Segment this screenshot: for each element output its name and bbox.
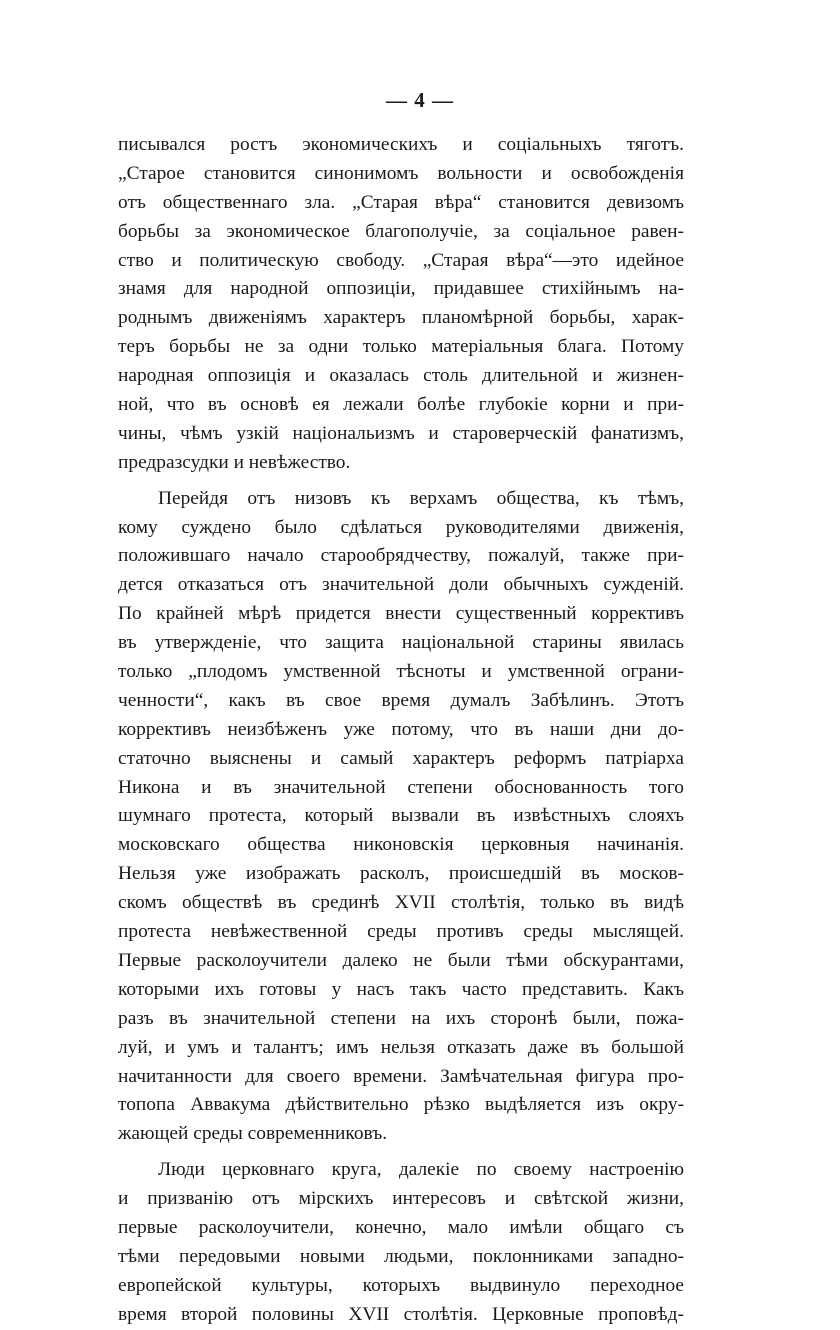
text-line: скомъ обществѣ въ срединѣ XVII столѣтія, только въ видѣ bbox=[118, 892, 684, 914]
text-line: ченности“, какъ въ свое время думалъ Забѣлинъ. Этотъ bbox=[118, 689, 684, 711]
text-line: протеста невѣжественной среды противъ среды мыслящей. bbox=[118, 921, 684, 943]
text-line: чины, чѣмъ узкій національизмъ и староверческій фанатизмъ, bbox=[118, 422, 684, 444]
text-line: дется отказаться отъ значительной доли обычныхъ сужденій. bbox=[118, 574, 684, 596]
text-line: топопа Аввакума дѣйствительно рѣзко выдѣляется изъ окру- bbox=[118, 1094, 684, 1116]
text-line: въ утвержденіе, что защита національной старины явилась bbox=[118, 632, 684, 654]
text-line: ство и политическую свободу. „Старая вѣра“—это идейное bbox=[118, 249, 684, 271]
text-line: жающей среды современниковъ. bbox=[118, 1123, 388, 1145]
page-number: — 4 — bbox=[386, 88, 454, 112]
text-line: Люди церковнаго круга, далекіе по своему настроенію bbox=[158, 1159, 684, 1181]
text-line: кому суждено было сдѣлаться руководителями движенія, bbox=[118, 516, 684, 538]
text-line: первые расколоучители, конечно, мало имѣли общаго съ bbox=[118, 1216, 684, 1238]
text-line: и призванію отъ мірскихъ интересовъ и свѣтской жизни, bbox=[118, 1188, 684, 1210]
text-line: Никона и въ значительной степени обоснованность того bbox=[118, 776, 684, 798]
text-line: луй, и умъ и талантъ; имъ нельзя отказать даже въ большой bbox=[118, 1036, 684, 1058]
text-line: разъ въ значительной степени на ихъ сторонѣ были, пожа- bbox=[118, 1007, 684, 1029]
text-line: коррективъ неизбѣженъ уже потому, что въ наши дни до- bbox=[118, 718, 684, 740]
text-line: По крайней мѣрѣ придется внести существенный коррективъ bbox=[118, 603, 684, 625]
text-line: начитанности для своего времени. Замѣчательная фигура про- bbox=[118, 1065, 684, 1087]
text-line: только „плодомъ умственной тѣсноты и умственной ограни- bbox=[118, 661, 684, 683]
text-line: „Старое становится синонимомъ вольности и освобожденія bbox=[118, 162, 684, 184]
text-line: европейской культуры, которыхъ выдвинуло переходное bbox=[118, 1274, 684, 1296]
text-line: положившаго начало старообрядчеству, пожалуй, также при- bbox=[118, 545, 684, 567]
paragraph bbox=[118, 485, 684, 1149]
text-line: ной, что въ основѣ ея лежали болѣе глубокіе корни и при- bbox=[118, 394, 684, 416]
text-line: время второй половины XVII столѣтія. Церковные проповѣд- bbox=[118, 1303, 684, 1325]
text-line: статочно выяснены и самый характеръ реформъ патріарха bbox=[118, 747, 684, 769]
text-line: народная оппозиція и оказалась столь длительной и жизнен- bbox=[118, 365, 684, 387]
text-line: знамя для народной оппозиціи, придавшее стихійнымъ на- bbox=[118, 278, 684, 300]
text-line: шумнаго протеста, который вызвали въ извѣстныхъ слояхъ bbox=[118, 805, 684, 827]
text-line: предразсудки и невѣжество. bbox=[118, 451, 351, 473]
text-line: Первые расколоучители далеко не были тѣми обскурантами, bbox=[118, 949, 684, 971]
text-line: борьбы за экономическое благополучіе, за соціальное равен- bbox=[118, 220, 684, 242]
text-line: роднымъ движеніямъ характеръ планомѣрной борьбы, харак- bbox=[118, 307, 684, 329]
text-line: московскаго общества никоновскія церковныя начинанія. bbox=[118, 834, 684, 856]
text-line: Перейдя отъ низовъ къ верхамъ общества, къ тѣмъ, bbox=[158, 487, 684, 509]
text-line: которыми ихъ готовы у насъ такъ часто представить. Какъ bbox=[118, 978, 684, 1000]
paragraph bbox=[118, 131, 684, 478]
text-line: тѣми передовыми новыми людьми, поклонниками западно- bbox=[118, 1245, 684, 1267]
paragraph bbox=[118, 1156, 684, 1329]
text-line: отъ общественнаго зла. „Старая вѣра“ становится девизомъ bbox=[118, 191, 684, 213]
text-line: писывался ростъ экономическихъ и соціальныхъ тяготъ. bbox=[118, 134, 684, 155]
text-line: теръ борьбы не за одни только матеріальныя блага. Потому bbox=[118, 336, 684, 358]
body-text bbox=[118, 131, 684, 1330]
text-line: Нельзя уже изображать расколъ, происшедшій въ москов- bbox=[118, 863, 684, 885]
